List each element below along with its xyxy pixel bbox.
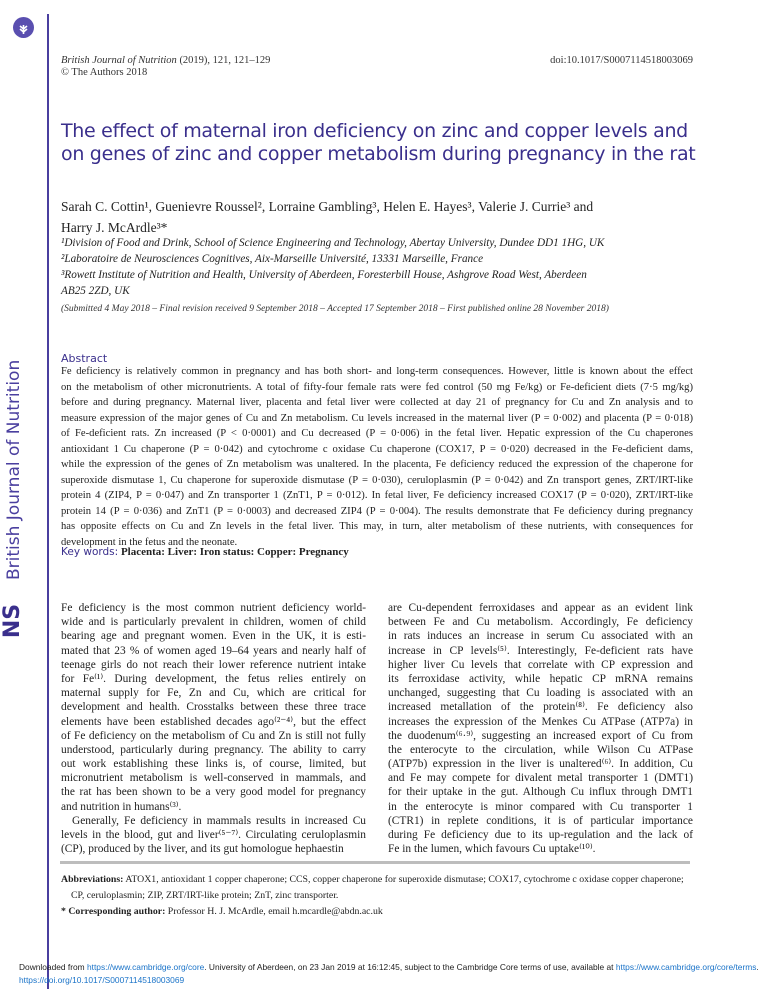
text-line: on the metabolism of other micronutrients. A total of fifty-four female rats were fed control (50 mg Fe/kg) or Fe-deficient diets (7·5 mg/kg): [61, 381, 693, 393]
ns-logo-icon: [0, 598, 36, 644]
text-line: and nutrition in humans⁽³⁾.: [61, 800, 182, 813]
terms-link[interactable]: https://www.cambridge.org/core/terms: [615, 962, 757, 972]
abbreviations: [61, 872, 701, 904]
text-line: unchanged, suggesting that Cu loading is associated with an: [388, 687, 693, 700]
text-line: and Fe may compete for divalent metal transporter 1 (DMT1): [388, 772, 693, 785]
doi: doi:10.1017/S0007114518003069: [550, 55, 693, 66]
text-line: before and during pregnancy. Maternal liver, placenta and fetal liver were collected at day 21 of pregnancy for Cu and Zn analysis and to: [61, 397, 693, 408]
keywords-label: Key words:: [61, 546, 119, 558]
citation: (2019), 121, 121–129: [179, 55, 271, 66]
download-suffix: .: [756, 962, 759, 972]
text-line: Fe deficiency is the most common nutrient deficiency world-: [61, 602, 366, 614]
text-line: increases the expression of the Menkes Cu ATPase (ATP7a) in: [388, 715, 693, 728]
text-line: mated that 23 % of women aged 19–64 years and nearly half of: [61, 644, 366, 657]
footnote-divider: [60, 861, 690, 864]
text-line: Generally, Fe deficiency in mammals results in increased Cu: [72, 814, 366, 827]
text-line: higher liver Cu levels that correlate with CP expression and: [388, 658, 693, 671]
text-line: in rats induces an increase in serum Cu associated with an: [388, 630, 693, 643]
text-line: of Fe-deficient rats. Zn increased (P < 0·0001) and Cu decreased (P = 0·006) in the fetal liver. Hepatic expression of the Cu chaperones: [61, 428, 693, 439]
abbreviations-text: CP, ceruloplasmin; ZIP, ZRT/IRT-like protein; ZnT, zinc transporter.: [71, 890, 339, 901]
text-line: (ATP7b) expression in the liver is unaltered⁽⁶⁾. In addition, Cu: [388, 758, 693, 771]
text-line: maternal supply for Fe, Zn and Cu, which are critical for: [61, 687, 366, 700]
text-line: teenage girls do not reach their lower reference nutrient intake: [61, 658, 366, 671]
journal-logo-icon: [13, 17, 34, 38]
text-line: are Cu-dependent ferroxidases and appear as an evident link: [388, 602, 693, 614]
text-line: in the enterocyte is minor compared with Cu transporter 1: [388, 800, 693, 813]
svg-text:NS: NS: [0, 603, 25, 639]
text-line: understood, particularly during pregnancy. The ability to carry: [61, 743, 366, 756]
text-line: increased metallation of the protein⁽⁸⁾. Fe deficiency also: [388, 701, 693, 714]
download-middle: . University of Aberdeen, on 23 Jan 2019 at 16:12:45, subject to the Cambridge Core terms of use, available at: [204, 962, 614, 972]
corresponding-label: * Corresponding author:: [61, 906, 166, 917]
text-line: protein 4 (ZIP4, P = 0·047) and Zn transporter 1 (ZnT1, P = 0·012). In fetal liver, Fe deficiency increased COX17 (P = 0·020), ZRT/IRT-like: [61, 490, 693, 501]
journal-name: British Journal of Nutrition: [61, 55, 177, 66]
authors: [61, 196, 701, 238]
text-line: for their uptake in the gut. Although Cu influx through DMT1: [388, 786, 693, 799]
text-line: increase in CP levels⁽⁵⁾. Interestingly, Fe-deficient rats have: [388, 644, 693, 657]
text-line: superoxide dismutase 1, Cu chaperone for superoxide dismutase (P = 0·030), ceruloplasmin (P = 0·042) and Zn transport genes, ZRT/IRT-like: [61, 474, 693, 486]
authors-line: Sarah C. Cottin¹, Guenievre Roussel², Lorraine Gambling³, Helen E. Hayes³, Valerie J. Currie³ and: [61, 199, 594, 214]
text-line: between Fe and Cu metabolism. Accordingly, Fe deficiency: [388, 616, 693, 629]
text-line: protein 14 (P = 0·036) and ZnT1 (P = 0·0003) and decreased ZIP4 (P = 0·004). The results demonstrate that Fe deficiency during pregnancy: [61, 505, 693, 517]
affiliation: ²Laboratoire de Neurosciences Cognitives, Aix-Marseille Université, 13331 Marseille, France: [61, 253, 484, 265]
abstract-text: [61, 364, 693, 550]
keywords-value: Placenta: Liver: Iron status: Copper: Pregnancy: [120, 546, 349, 558]
text-line: Fe deficiency is relatively common in pregnancy and has both short- and long-term consequences. However, little is known about the effect: [61, 366, 693, 377]
text-line: development in the fetus and the neonate.: [61, 536, 238, 548]
authors-line: Harry J. McArdle³*: [61, 220, 168, 235]
text-line: levels in the blood, gut and liver⁽⁵⁻⁷⁾. Circulating ceruloplasmin: [61, 829, 366, 841]
body-column-right: [388, 601, 693, 856]
text-line: while the expression of the genes of Zn metabolism was unaltered. In the placenta, Fe deficiency reduced the expression of the chaperone for: [61, 459, 693, 470]
text-line: antioxidant 1 Cu chaperone (P = 0·042) and cytochrome c oxidase Cu chaperone (COX17, P = 0·020) decreased in the Fe-deficient dams,: [61, 443, 693, 455]
page-title: The effect of maternal iron deficiency on zinc and copper levels and on genes of zinc and copper metabolism during pregnancy in the rat: [61, 120, 696, 165]
text-line: for Fe⁽¹⁾. During development, the fetus relies entirely on: [61, 672, 366, 685]
abstract-heading: Abstract: [61, 352, 108, 365]
text-line: the enterocyte to the circulation, while Wilson Cu ATPase: [388, 743, 693, 756]
sidebar-journal-name: British Journal of Nutrition: [4, 359, 24, 580]
cambridge-core-link[interactable]: https://www.cambridge.org/core: [86, 962, 205, 972]
text-line: has opposite effects on Cu and Zn levels in the fetal liver. This may, in turn, alter metabolism of these nutrients, with consequences for: [61, 521, 693, 532]
body-column-left: [61, 601, 366, 856]
text-line: (CP), produced by the liver, and its gut homologue hephaestin: [61, 843, 344, 856]
text-line: micronutrient metabolism is well-conserved in mammals, and: [61, 772, 366, 785]
download-prefix: Downloaded from: [19, 962, 85, 972]
text-line: the rat has been shown to be a very good model for pregnancy: [61, 786, 366, 799]
text-line: development and health. Crosstalks between these three trace: [61, 701, 366, 714]
text-line: wide and is particularly prevalent in children, women of child: [61, 616, 366, 629]
copyright: © The Authors 2018: [61, 67, 148, 78]
corresponding-author: [61, 906, 383, 917]
affiliation: ¹Division of Food and Drink, School of Science Engineering and Technology, Abertay University, Dundee DD1 1HG, UK: [61, 237, 605, 249]
doi-link[interactable]: https://doi.org/10.1017/S0007114518003069: [19, 975, 185, 985]
keywords: [61, 546, 349, 558]
affiliation: ³Rowett Institute of Nutrition and Health, University of Aberdeen, Foresterbill House, Ashgrove Road West, Aberdeen: [61, 269, 587, 281]
text-line: elements have been established decades ago⁽²⁻⁴⁾, but the effect: [61, 715, 366, 728]
text-line: out work establishing these links is, of course, limited, but: [61, 758, 366, 771]
text-line: measure expression of the major genes of Cu and Zn metabolism. Cu levels increased in the maternal liver (P = 0·002) and placenta (P = 0·018): [61, 412, 693, 424]
doi-link-row: [19, 975, 184, 985]
text-line: during Fe deficiency due to its up-regulation and the lack of: [388, 829, 693, 841]
affiliation: AB25 2ZD, UK: [61, 285, 130, 297]
corresponding-text: Professor H. J. McArdle, email h.mcardle@abdn.ac.uk: [167, 906, 383, 917]
margin-rule: [47, 14, 49, 989]
text-line: bearing age and pregnant women. Even in the UK, it is esti-: [61, 630, 366, 643]
text-line: (CTR1) in replete conditions, it is of particular importance: [388, 814, 693, 827]
text-line: the duodenum⁽⁶·⁹⁾, suggesting an increased export of Cu from: [388, 729, 693, 742]
journal-citation: [61, 55, 270, 66]
text-line: of Fe deficiency on the metabolism of Cu and Zn is still not fully: [61, 729, 366, 742]
text-line: Fe in the lumen, which favours Cu uptake⁽¹⁰⁾.: [388, 843, 596, 856]
download-notice: [19, 962, 759, 972]
abbreviations-label: Abbreviations:: [61, 874, 124, 885]
abbreviations-text: ATOX1, antioxidant 1 copper chaperone; CCS, copper chaperone for superoxide dismutase; COX17, cytochrome c oxidase copper chaperone;: [125, 874, 684, 885]
text-line: its ferroxidase activity, while hepatic CP mRNA remains: [388, 672, 693, 685]
submission-dates: (Submitted 4 May 2018 – Final revision received 9 September 2018 – Accepted 17 September 2018 – First published online 28 November 2018): [61, 304, 609, 314]
